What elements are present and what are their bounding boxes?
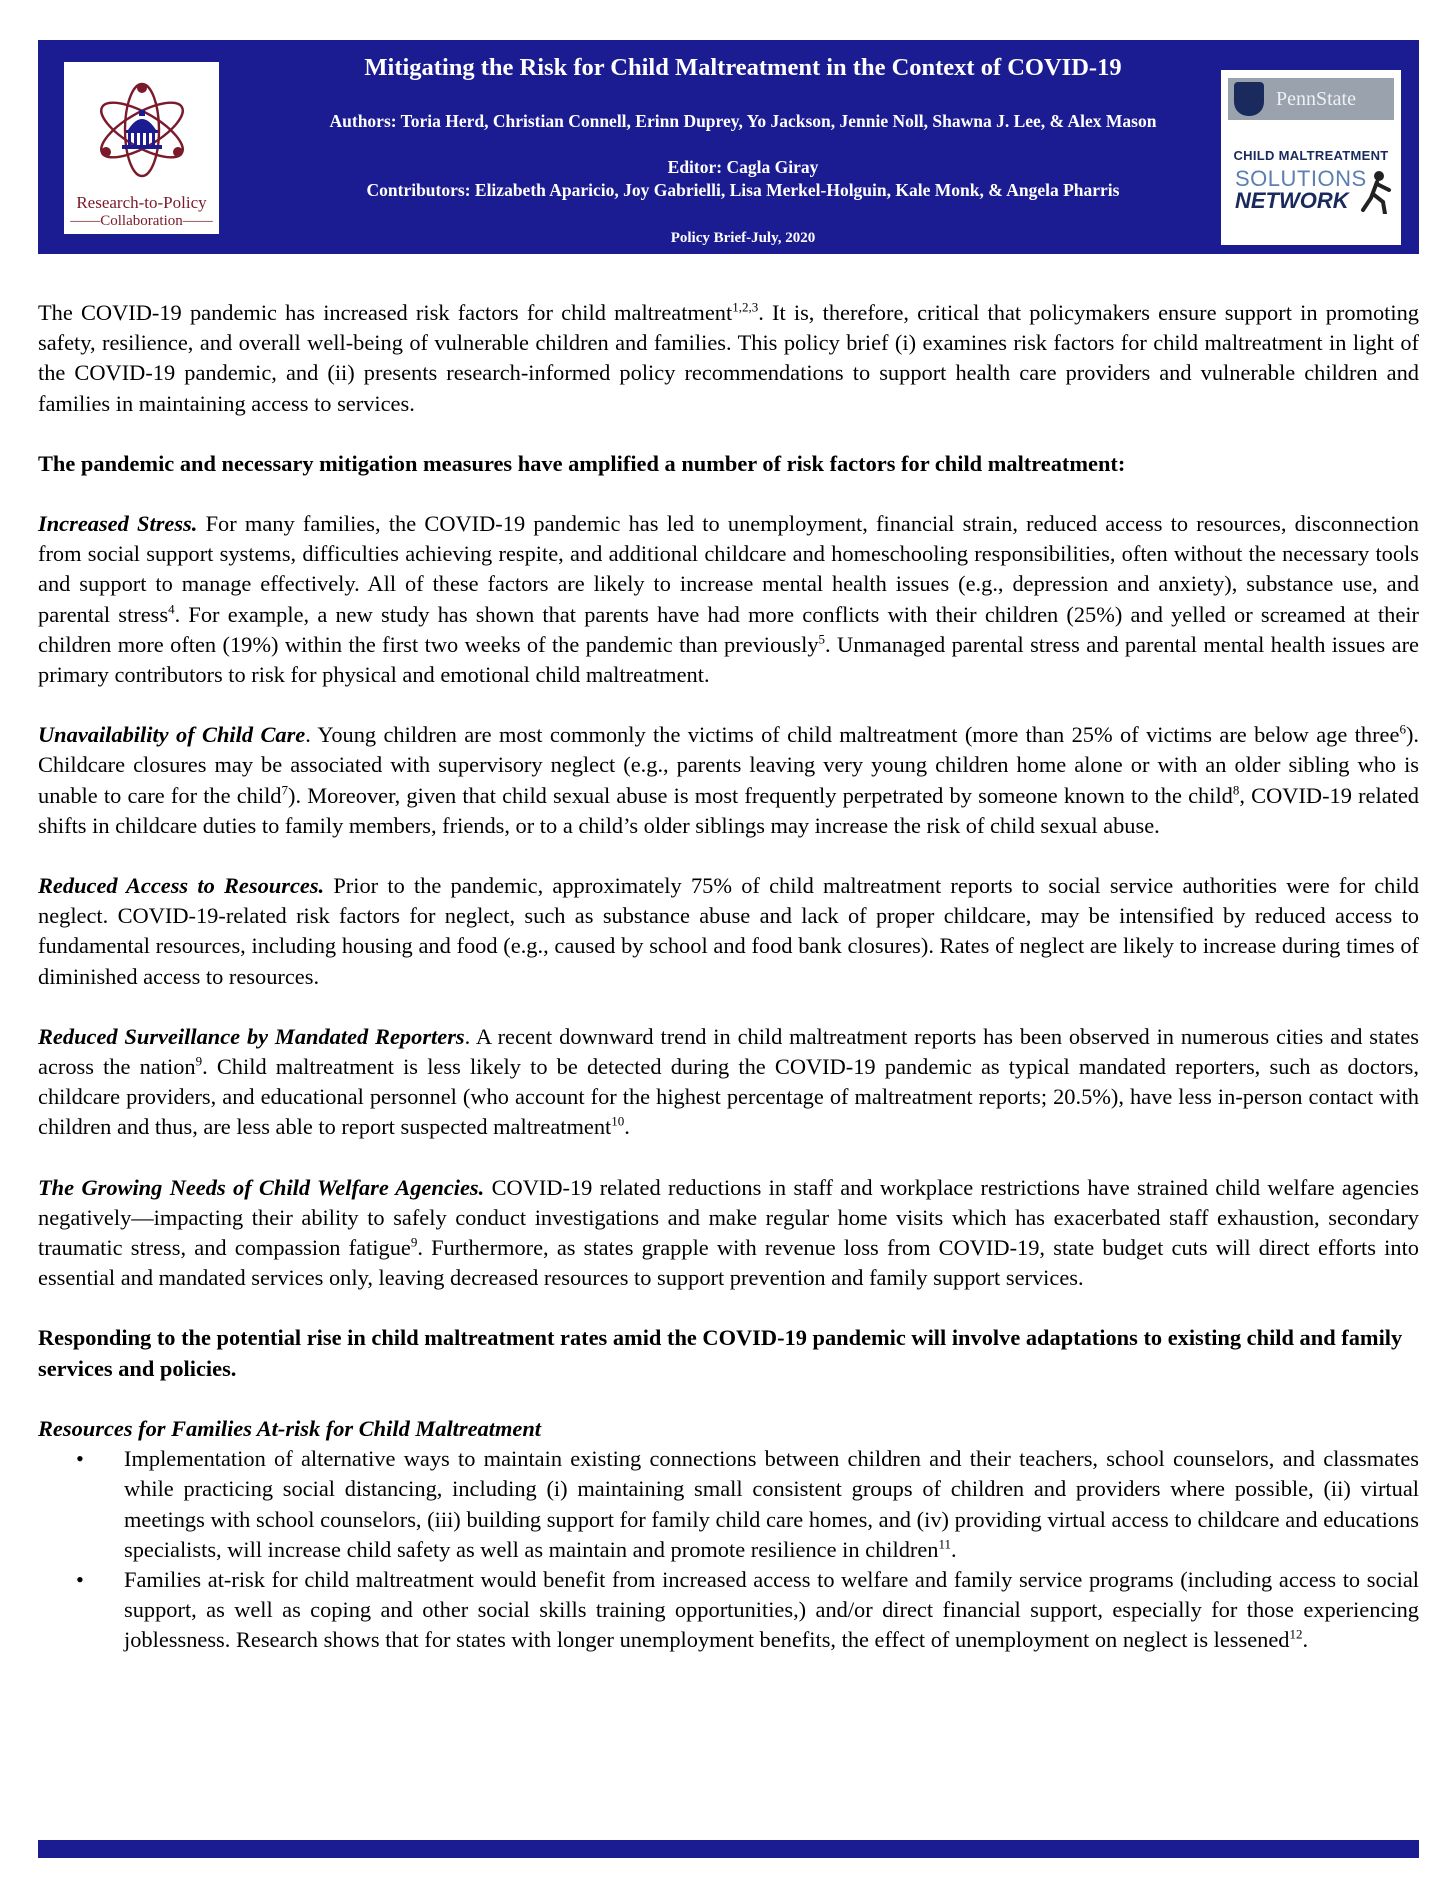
resources-heading: Reduced Access to Resources. bbox=[38, 873, 325, 899]
footnote-ref: 7 bbox=[281, 782, 289, 798]
contributors: Contributors: Elizabeth Aparicio, Joy Gabrielli, Lisa Merkel-Holguin, Kale Monk, & Angela Pharris bbox=[366, 180, 1120, 200]
responding-heading: Responding to the potential rise in child maltreatment rates amid the COVID-19 pandemic will involve adaptations to existing child and family services and policies. bbox=[38, 1325, 1403, 1381]
childcare-text-a: . Young children are most commonly the victims of child maltreatment (more than 25% of victims are below age three bbox=[305, 722, 1400, 748]
atom-capitol-icon bbox=[92, 72, 192, 192]
logo-left-line2-text: Collaboration bbox=[100, 213, 183, 229]
footnote-ref: 4 bbox=[168, 601, 175, 617]
list-item-text: Implementation of alternative ways to maintain existing connections between children and their teachers, school counselors, and classmates while practicing social distancing, including (i) maintaining small consistent groups of children and providers where possible, (ii) virtual meetings with school counselors, (iii) building support for family child care homes, and (iv) providing virtual access to childcare and educations specialists, will increase child safety as well as maintain and promote resilience in children bbox=[124, 1446, 1419, 1562]
cmsn-line2: SOLUTIONS bbox=[1235, 166, 1367, 191]
welfare-paragraph bbox=[38, 1173, 1419, 1294]
cmsn-line3: NETWORK bbox=[1235, 188, 1349, 213]
list-item bbox=[124, 1444, 1419, 1565]
list-item-end: . bbox=[1302, 1627, 1309, 1653]
stress-paragraph bbox=[38, 509, 1419, 690]
surveillance-paragraph bbox=[38, 1022, 1419, 1143]
list-item-end: . bbox=[951, 1536, 957, 1562]
logo-left-line2: ——Collaboration—— bbox=[70, 213, 213, 229]
stress-text-b: . For example, a new study has shown that parents have had more conflicts with their children (25%) and yelled or screamed at their children more often (19%) within the first two weeks of the pandemic than previously bbox=[38, 601, 1419, 657]
childcare-text-b: ). Childcare closures may be associated with supervisory neglect (e.g., parents leaving very young children home alone or with an older sibling who is unable to care for the child bbox=[38, 722, 1419, 808]
footnote-ref: 10 bbox=[611, 1114, 625, 1129]
document-body bbox=[38, 298, 1419, 1656]
stress-text-a: For many families, the COVID-19 pandemic has led to unemployment, financial strain, reduced access to resources, disconnection from social support systems, difficulties achieving respite, and additional childcare and homeschooling responsibilities, often without the necessary tools and support to manage effectively. All of these factors are likely to increase mental health issues (e.g., depression and anxiety), substance use, and parental stress bbox=[38, 511, 1419, 627]
stress-heading: Increased Stress. bbox=[38, 511, 198, 537]
logo-left-line1: Research-to-Policy bbox=[76, 193, 207, 212]
footnote-ref: 9 bbox=[410, 1234, 418, 1250]
welfare-text-b: . Furthermore, as states grapple with revenue loss from COVID-19, state budget cuts will direct efforts into essential and mandated services only, leaving decreased resources to support prevention and family support services. bbox=[38, 1235, 1419, 1291]
list-item bbox=[124, 1565, 1419, 1656]
resources-text: Prior to the pandemic, approximately 75% of child maltreatment reports to social service authorities were for child neglect. COVID-19-related risk factors for neglect, such as substance abuse and lack of proper childcare, may be intensified by reduced access to fundamental resources, including housing and food (e.g., caused by school and food bank closures). Rates of neglect are likely to increase during times of diminished access to resources. bbox=[38, 873, 1420, 989]
footnote-ref: 12 bbox=[1289, 1626, 1303, 1642]
childcare-text-c: ). Moreover, given that child sexual abuse is most frequently perpetrated by someone known to the child bbox=[288, 782, 1233, 808]
research-to-policy-logo bbox=[64, 62, 219, 234]
cmsn-line1: CHILD MALTREATMENT bbox=[1233, 148, 1389, 163]
families-heading: Resources for Families At-risk for Child Maltreatment bbox=[38, 1415, 542, 1441]
intro-text-a: The COVID-19 pandemic has increased risk factors for child maltreatment bbox=[38, 300, 733, 325]
pennstate-shield-icon bbox=[1234, 82, 1264, 116]
intro-text-b: . It is, therefore, critical that policymakers ensure support in promoting safety, resilience, and overall well-being of vulnerable children and families. This policy brief (i) examines risk factors for child maltreatment in light of the COVID-19 pandemic, and (ii) presents research-informed policy recommendations to support health care providers and vulnerable children and families in maintaining access to services. bbox=[38, 300, 1420, 416]
pennstate-wordmark: PennState bbox=[1276, 88, 1356, 110]
policy-date: Policy Brief-July, 2020 bbox=[670, 230, 816, 246]
list-item-text: Families at-risk for child maltreatment would benefit from increased access to welfare and family service programs (including access to social support, as well as coping and other social skills training opportunities,) and/or direct financial support, especially for those experiencing joblessness. Research shows that for states with longer unemployment benefits, the effect of unemployment on neglect is lessened bbox=[124, 1566, 1419, 1653]
surveillance-heading: Reduced Surveillance by Mandated Reporters bbox=[38, 1023, 465, 1049]
childcare-text-d: , COVID-19 related shifts in childcare duties to family members, friends, or to a child’s older siblings may increase the risk of child sexual abuse. bbox=[38, 782, 1420, 838]
footnote-ref: 1,2,3 bbox=[732, 299, 759, 315]
stress-text-c: . Unmanaged parental stress and parental mental health issues are primary contributors to risk for physical and emotional child maltreatment. bbox=[38, 631, 1419, 688]
resources-paragraph bbox=[38, 871, 1419, 992]
footer-bar bbox=[38, 1840, 1419, 1858]
surveillance-text-a: . A recent downward trend in child maltreatment reports has been observed in numerous cities and states across the nation bbox=[38, 1023, 1419, 1080]
childcare-paragraph bbox=[38, 720, 1419, 841]
page-title: Mitigating the Risk for Child Maltreatment in the Context of COVID-19 bbox=[364, 54, 1122, 81]
intro-paragraph bbox=[38, 298, 1419, 419]
welfare-heading: The Growing Needs of Child Welfare Agencies. bbox=[38, 1174, 485, 1200]
footnote-ref: 8 bbox=[1232, 782, 1240, 798]
surveillance-text-b: . Child maltreatment is less likely to be detected during the COVID-19 pandemic as typical mandated reporters, such as doctors, childcare providers, and educational personnel (who account for the highest percentage of maltreatment reports; 20.5%), have less in-person contact with children and thus, are less able to report suspected maltreatment bbox=[38, 1054, 1419, 1140]
figure-icon bbox=[1359, 170, 1393, 214]
footnote-ref: 6 bbox=[1399, 721, 1406, 737]
cmsn-logo bbox=[1221, 70, 1401, 245]
childcare-heading: Unavailability of Child Care bbox=[38, 722, 306, 748]
risk-factors-heading: The pandemic and necessary mitigation measures have amplified a number of risk factors for child maltreatment: bbox=[38, 450, 1126, 476]
editor: Editor: Cagla Giray bbox=[667, 157, 819, 177]
header-banner bbox=[38, 40, 1419, 254]
welfare-text-a: COVID-19 related reductions in staff and workplace restrictions have strained child welfare agencies negatively—impacting their ability to safely conduct investigations and make regular home visits which has exacerbated staff exhaustion, secondary traumatic stress, and compassion fatigue bbox=[38, 1174, 1419, 1261]
recommendation-list bbox=[38, 1444, 1419, 1655]
pennstate-bar bbox=[1228, 78, 1394, 120]
authors: Authors: Toria Herd, Christian Connell, Erinn Duprey, Yo Jackson, Jennie Noll, Shawna J. Lee, & Alex Mason bbox=[329, 111, 1157, 131]
footnote-ref: 9 bbox=[195, 1053, 203, 1069]
footnote-ref: 5 bbox=[818, 631, 826, 647]
surveillance-text-c: . bbox=[624, 1114, 630, 1140]
footnote-ref: 11 bbox=[938, 1536, 952, 1552]
